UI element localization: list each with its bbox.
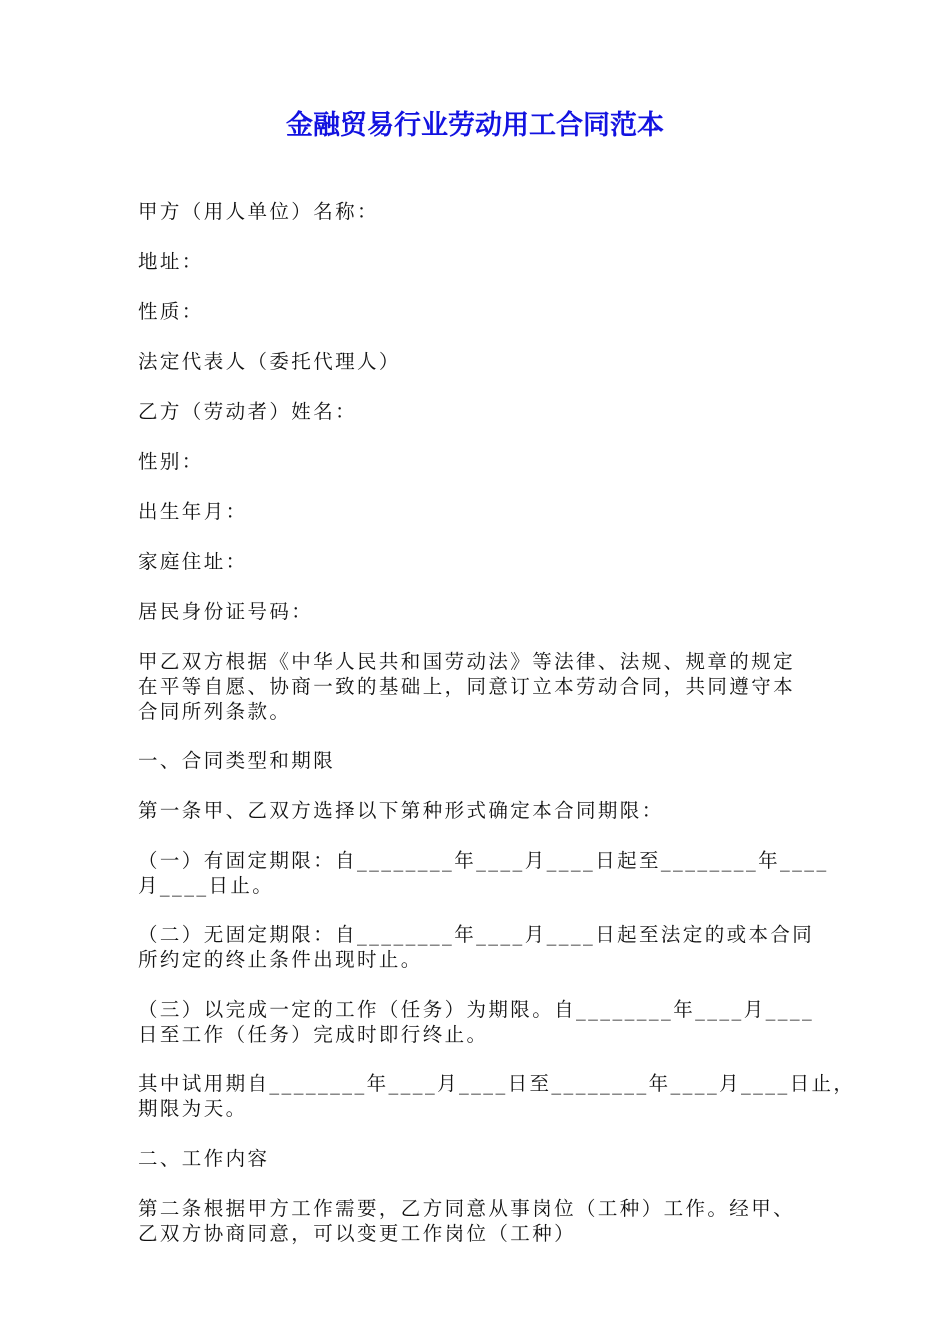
article-2-line-2: 乙双方协商同意，可以变更工作岗位（工种） [138,1222,577,1245]
section-2-heading: 二、工作内容 [138,1147,270,1170]
option-1-line-2: 月____日止。 [138,874,275,897]
option-1-line-1: （一）有固定期限：自________年____月____日起至________年____ [138,849,829,872]
employee-gender-line: 性别： [138,450,204,473]
employee-name-line: 乙方（劳动者）姓名： [138,400,358,423]
option-2-line-2: 所约定的终止条件出现时止。 [138,948,423,971]
employer-name-line: 甲方（用人单位）名称： [138,200,379,223]
document-title: 金融贸易行业劳动用工合同范本 [286,110,664,141]
employer-address-line: 地址： [138,250,204,273]
probation-line-1: 其中试用期自________年____月____日至________年____月____日止， [138,1072,856,1095]
employee-home-address-line: 家庭住址： [138,550,248,573]
option-3-line-1: （三）以完成一定的工作（任务）为期限。自________年____月____ [138,998,815,1021]
employee-id-number-line: 居民身份证号码： [138,600,314,623]
article-2-line-1: 第二条根据甲方工作需要，乙方同意从事岗位（工种）工作。经甲、 [138,1197,796,1220]
probation-line-2: 期限为天。 [138,1097,248,1120]
section-1-heading: 一、合同类型和期限 [138,749,336,772]
article-1-line: 第一条甲、乙双方选择以下第种形式确定本合同期限： [138,799,664,822]
option-2-line-1: （二）无固定期限：自________年____月____日起至法定的或本合同 [138,923,815,946]
preamble-line-3: 合同所列条款。 [138,700,292,723]
preamble-line-2: 在平等自愿、协商一致的基础上，同意订立本劳动合同，共同遵守本 [138,675,796,698]
employer-nature-line: 性质： [138,300,204,323]
option-3-line-2: 日至工作（任务）完成时即行终止。 [138,1023,489,1046]
preamble-line-1: 甲乙双方根据《中华人民共和国劳动法》等法律、法规、规章的规定 [138,650,796,673]
legal-representative-line: 法定代表人（委托代理人） [138,350,401,373]
employee-birth-line: 出生年月： [138,500,248,523]
